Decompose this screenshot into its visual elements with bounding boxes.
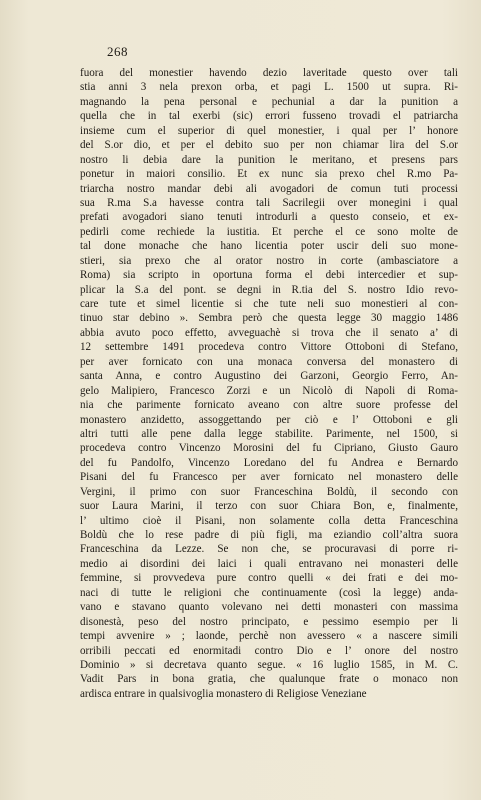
text-line: medio ai disordini dei laici i quali entravano nei monasteri delle bbox=[80, 557, 458, 570]
text-line: per aver fornicato con una monaca conversa del monastero di bbox=[80, 355, 458, 368]
text-line: Vergini, il primo con suor Franceschina Boldù, il secondo con bbox=[80, 485, 458, 498]
text-line: Dominio » si decretava quanto segue. « 16 luglio 1585, in M. C. bbox=[80, 658, 458, 671]
text-line: altri tutti alle pene dalla legge stabilite. Parimente, nel 1500, si bbox=[80, 427, 458, 440]
text-line: nia che parimente fornicato aveano con altre suore professe del bbox=[80, 399, 458, 412]
text-line: suor Laura Marini, il terzo con suor Chiara Bon, e, finalmente, bbox=[80, 500, 458, 513]
text-line: stieri, sia prexo che al orator nostro in corte (ambasciatore a bbox=[80, 254, 458, 267]
text-line: sua R.ma S.a havesse contra tali Sacrilegii over monegini i qual bbox=[80, 196, 458, 209]
text-line: plicar la S.a del pont. se degni in R.tia del S. nostro Idio revo- bbox=[80, 283, 458, 296]
text-line: ardisca entrare in qualsivoglia monastero di Religiose Veneziane bbox=[80, 687, 367, 700]
text-line: vano e stavano quanto volevano nei detti monasteri con massima bbox=[80, 601, 458, 614]
text-line: gelo Malipiero, Francesco Zorzi e un Nicolò di Napoli di Roma- bbox=[80, 384, 458, 397]
text-line: santa Anna, e contro Augustino dei Garzoni, Georgio Ferro, An- bbox=[80, 370, 458, 383]
text-line: femmine, si provvedeva pure contro quelli « dei frati e dei mo- bbox=[80, 572, 458, 585]
text-line: tinuo star debino ». Sembra però che questa legge 30 maggio 1486 bbox=[80, 312, 458, 325]
text-line: monastero anzidetto, assoggettando per ciò e l’ Ottoboni e gli bbox=[80, 413, 458, 426]
text-line: quella che in tal exerbi (sic) errori fusseno trovadi el patriarcha bbox=[80, 110, 458, 123]
text-line: orribili peccati ed enormitadi contro Dio e l’ onore del nostro bbox=[80, 644, 458, 657]
text-line: stia anni 3 nela prexon orba, et pagi L. 1500 ut supra. Ri- bbox=[80, 81, 458, 94]
text-line: l’ ultimo cioè il Pisani, non solamente colla detta Franceschina bbox=[80, 514, 458, 527]
text-line: 12 settembre 1491 procedeva contro Vittore Ottoboni di Stefano, bbox=[80, 341, 458, 354]
text-line: tal done monache che hano licentia poter uscir deli suo mone- bbox=[80, 240, 458, 253]
text-line: nostro li debia dare la punition le meritano, et presens pars bbox=[80, 153, 458, 166]
text-line: procedeva contro Vincenzo Morosini del fu Cipriano, Giusto Gauro bbox=[80, 442, 458, 455]
page-number: 268 bbox=[107, 44, 128, 59]
text-line: Boldù che lo rese padre di più figli, ma eziandio coll’altra suora bbox=[80, 529, 458, 541]
text-line: prefati avogadori siano tenuti introdurli a questo conseio, et ex- bbox=[80, 211, 458, 224]
text-line: Pisani del fu Francesco per aver fornicato nel monastero delle bbox=[80, 471, 458, 484]
text-line: del S.or dio, et per el debito suo per non chiamar lira del S.or bbox=[80, 139, 458, 152]
text-line: Franceschina da Lezze. Se non che, se procuravasi di porre ri- bbox=[80, 543, 458, 556]
text-line: Roma) sia scripto in oportuna forma el debi intercedier et sup- bbox=[80, 269, 458, 282]
text-line: insieme cum el superior di quel monestier, i qual per l’ honore bbox=[80, 124, 458, 137]
text-line: triarcha nostro mandar debi ali avogadori de comun tuti processi bbox=[80, 182, 458, 195]
text-line: fuora del monestier havendo dezio laveritade questo over tali bbox=[80, 67, 458, 79]
text-line: pedirli come rechiede la iustitia. Et perche el ce sono molte de bbox=[80, 225, 458, 238]
body-text bbox=[80, 66, 458, 701]
text-line: Vadit Pars in bona gratia, che qualunque frate o monaco non bbox=[80, 673, 458, 686]
text-line: del fu Pandolfo, Vincenzo Loredano del fu Andrea e Bernardo bbox=[80, 456, 458, 469]
text-line: naci di tutte le religioni che continuamente (così la legge) anda- bbox=[80, 586, 458, 599]
text-line: tempi avvenire » ; laonde, perchè non avessero « a nascere simili bbox=[80, 630, 458, 643]
text-line: care tute et simel licentie si che tute neli suo monestieri al con- bbox=[80, 298, 458, 310]
text-line: abbia avuto poco effetto, avveguachè si trova che il senato a’ di bbox=[80, 326, 458, 339]
text-line: magnando la pena personal e pechunial a dar la punition a bbox=[80, 95, 458, 108]
text-line: ponetur in maiori consilio. Et ex nunc sia prexo chel R.mo Pa- bbox=[80, 168, 458, 181]
text-line: disonestà, peso del nostro principato, e pessimo esempio per li bbox=[80, 615, 458, 628]
